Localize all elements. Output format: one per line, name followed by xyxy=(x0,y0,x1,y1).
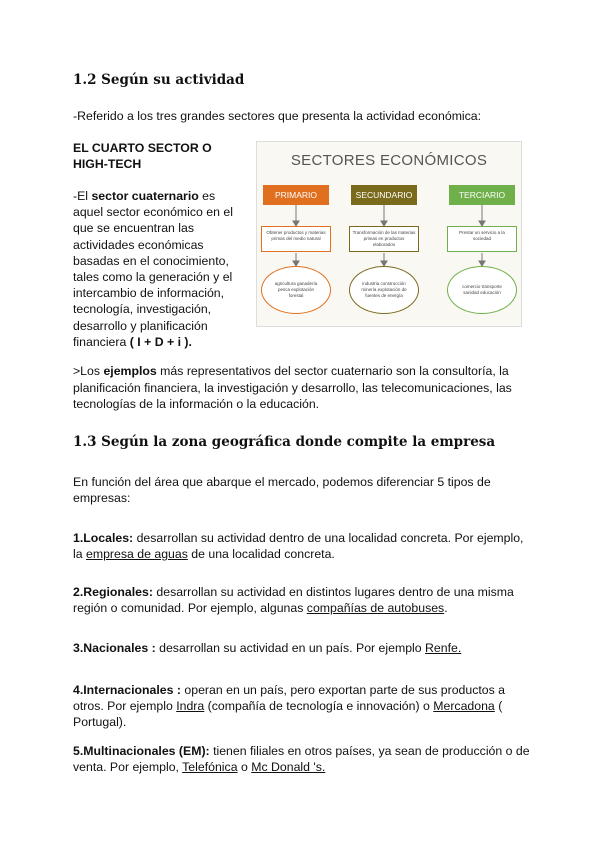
item-title: 3.Nacionales : xyxy=(73,641,156,655)
examples-rest: más representativos del sector cuaternario son la consultoría, la planificación financiera, la investigación y desarrollo, las telecomunicaciones, las tecnologías de la información o la educación. xyxy=(73,364,512,411)
item-text: . xyxy=(444,601,448,615)
header-secundario: SECUNDARIO xyxy=(351,185,417,205)
oval-secundario: industria construcción minería explotación de fuentes de energía xyxy=(349,266,419,314)
item-text: desarrollan su actividad en distintos lugares dentro de una misma región o comunidad. Por ejemplo, algunas xyxy=(73,585,514,615)
body-bold: sector cuaternario xyxy=(91,189,199,203)
item-text: desarrollan su actividad en un país. Por ejemplo xyxy=(155,641,426,655)
section-intro-1-3: En función del área que abarque el mercado, podemos diferenciar 5 tipos de empresas: xyxy=(73,475,491,505)
item-text: tienen filiales en otros países, ya sean de producción o de venta. Por ejemplo, xyxy=(73,744,530,774)
list-item-internacionales xyxy=(73,682,528,730)
body-prefix: -El xyxy=(73,189,92,203)
header-primario: PRIMARIO xyxy=(263,185,329,205)
section-intro-1-2: -Referido a los tres grandes sectores que presenta la actividad económica: xyxy=(73,109,482,123)
sectores-figure xyxy=(256,141,522,327)
list-item-multinacionales xyxy=(73,743,533,775)
box-primario: Obtener productos y materias primas del medio natural xyxy=(261,226,331,252)
box-terciario: Prestar un servicio a la sociedad xyxy=(447,226,517,252)
box-secundario: Transformación de las materias primas en productos elaborados xyxy=(349,226,419,252)
examples-bold: ejemplos xyxy=(103,364,157,378)
figure-title: SECTORES ECONÓMICOS xyxy=(290,152,488,169)
item-link[interactable]: Telefónica xyxy=(182,760,238,774)
body-formula: ( I + D + i ). xyxy=(129,334,192,349)
item-title: 2.Regionales: xyxy=(73,585,153,599)
item-text: o xyxy=(237,760,252,774)
oval-terciario: comercio transporte sanidad educación xyxy=(447,266,517,314)
item-link[interactable]: Mercadona xyxy=(433,699,495,713)
item-link[interactable]: Indra xyxy=(176,699,205,713)
cuaternario-paragraph xyxy=(73,188,241,350)
item-text: ( Portugal). xyxy=(73,699,503,729)
item-text: desarrollan su actividad dentro de una localidad concreta. Por ejemplo, la xyxy=(73,531,524,561)
header-terciario: TERCIARIO xyxy=(449,185,515,205)
oval-primario: agricultura ganadería pesca explotación forestal xyxy=(261,266,331,314)
item-link[interactable]: compañías de autobuses xyxy=(306,601,445,615)
item-title: 1.Locales: xyxy=(73,531,134,545)
item-text: (compañía de tecnología e innovación) o xyxy=(204,699,434,713)
item-link[interactable]: Renfe. xyxy=(425,641,462,655)
examples-prefix: >Los xyxy=(73,364,104,378)
item-text: de una localidad concreta. xyxy=(187,547,335,561)
item-text: operan en un país, pero exportan parte de sus productos a otros. Por ejemplo xyxy=(73,683,506,713)
item-link[interactable]: Mc Donald 's. xyxy=(251,760,326,774)
section-heading-1-2: 1.2 Según su actividad xyxy=(73,72,245,88)
list-item-regionales xyxy=(73,584,528,616)
item-link[interactable]: empresa de aguas xyxy=(86,547,188,561)
list-item-locales xyxy=(73,530,528,562)
subheading-line-2: HIGH-TECH xyxy=(73,157,142,171)
list-item-nacionales xyxy=(73,640,528,656)
section-heading-1-3: 1.3 Según la zona geográfica donde compite la empresa xyxy=(73,434,496,450)
body-rest: es aquel sector económico en el que se encuentran las actividades económicas basadas en el conocimiento, tales como la generación y el intercambio de información, tecnología, investigación, desarrollo y planificación financiera xyxy=(73,189,233,349)
item-title: 5.Multinacionales (EM): xyxy=(73,744,210,758)
subheading-line-1: EL CUARTO SECTOR O xyxy=(73,141,212,155)
item-title: 4.Internacionales : xyxy=(73,683,181,697)
examples-paragraph xyxy=(73,363,528,413)
